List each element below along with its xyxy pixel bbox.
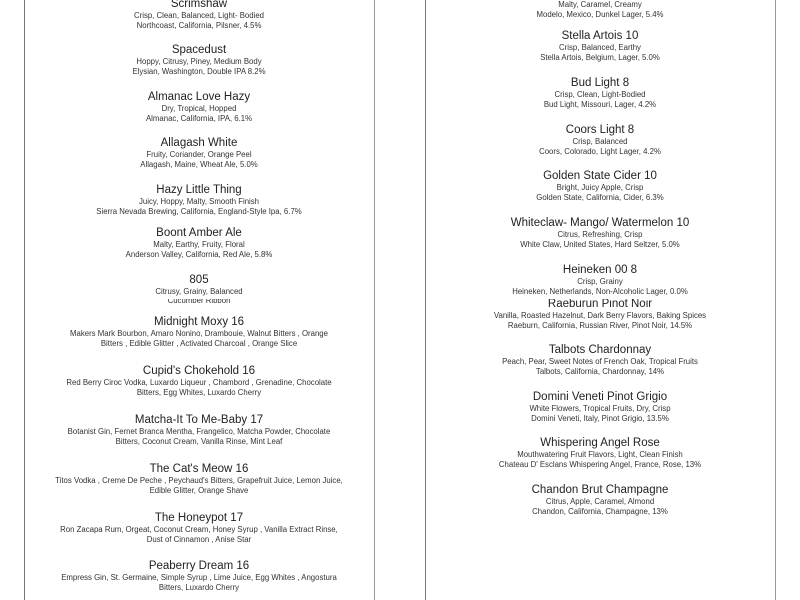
beer-item (425, 217, 775, 250)
item-name: Heineken 00 8 (562, 264, 638, 276)
item-details: Dust of Cinnamon , Anise Star (146, 535, 252, 544)
item-details: Heineken, Netherlands, Non-Alcoholic Lager, 0.0% (512, 287, 688, 296)
item-name: The Honeypot 17 (154, 512, 244, 524)
item-details: Stella Artois, Belgium, Lager, 5.0% (540, 53, 660, 62)
item-details: Anderson Valley, California, Red Ale, 5.8% (125, 250, 273, 259)
item-details: Golden State, California, Cider, 6.3% (536, 193, 664, 202)
item-details: Bud Light, Missouri, Lager, 4.2% (543, 100, 657, 109)
item-details: Domini Veneti, Italy, Pinot Grigio, 13.5% (531, 414, 669, 423)
item-name: Midnight Moxy 16 (153, 316, 245, 328)
item-description: Peach, Pear, Sweet Notes of French Oak, Tropical Fruits (502, 357, 698, 366)
item-name: Chandon Brut Champagne (531, 484, 669, 496)
beer-item (425, 170, 775, 203)
cocktail-item (24, 463, 374, 496)
top-half (0, 0, 800, 299)
item-description: Titos Vodka , Creme De Peche , Peychaud's Bitters, Grapefruit Juice, Lemon Juice, (55, 476, 343, 485)
cocktail-item (24, 560, 374, 593)
item-description: White Flowers, Tropical Fruits, Dry, Crisp (529, 404, 671, 413)
item-details: Bitters, Luxardo Cherry (158, 583, 240, 592)
item-description: Botanist Gin, Fernet Branca Mentha, Frangelico, Matcha Powder, Chocolate (67, 427, 331, 436)
beer-item (24, 44, 374, 77)
beer-item (425, 264, 775, 297)
item-name: Peaberry Dream 16 (148, 560, 250, 572)
beer-item (425, 0, 775, 20)
item-description: Makers Mark Bourbon, Amaro Nonino, Drambouie, Walnut Bitters , Orange (70, 329, 328, 338)
item-details: Modelo, Mexico, Dunkel Lager, 5.4% (536, 10, 664, 19)
item-description: Red Berry Ciroc Vodka, Luxardo Liqueur , Chambord , Grenadine, Chocolate (66, 378, 332, 387)
item-details: Edible Glitter, Orange Shave (149, 486, 249, 495)
beer-item (24, 91, 374, 124)
item-description: Juicy, Hoppy, Malty, Smooth Finish (138, 197, 260, 206)
item-description: Mouthwatering Fruit Flavors, Light, Clean Finish (517, 450, 683, 459)
item-name: Matcha-It To Me-Baby 17 (134, 414, 264, 426)
item-details: Allagash, Maine, Wheat Ale, 5.0% (140, 160, 258, 169)
wine-item (425, 437, 775, 470)
beer-item (24, 274, 374, 297)
bottom-half (0, 299, 800, 600)
item-description: Crisp, Clean, Balanced, Light- Bodied (133, 11, 265, 20)
item-name: Coors Light 8 (565, 124, 635, 136)
cocktail-item (24, 512, 374, 545)
item-name: The Cat's Meow 16 (149, 463, 249, 475)
item-description: Empress Gin, St. Germaine, Simple Syrup , Lime Juice, Egg Whites , Angostura (61, 573, 337, 582)
item-description: Bright, Juicy Apple, Crisp (556, 183, 644, 192)
item-name: Golden State Cider 10 (543, 170, 657, 182)
item-details: Bitters, Egg Whites, Luxardo Cherry (136, 388, 262, 397)
item-details: Elysian, Washington, Double IPA 8.2% (132, 67, 266, 76)
item-details: White Claw, United States, Hard Seltzer, 5.0% (520, 240, 680, 249)
wine-item (425, 391, 775, 424)
item-name: Talbots Chardonnay (548, 344, 652, 356)
item-description: Fruity, Coriander, Orange Peel (146, 150, 252, 159)
item-name: Allagash White (160, 137, 238, 149)
item-details: Raeburn, California, Russian River, Pinot Noir, 14.5% (507, 321, 693, 330)
item-description: Citrusy, Grainy, Balanced (155, 287, 243, 296)
beer-item (425, 77, 775, 110)
wine-item (425, 344, 775, 377)
item-description: Crisp, Grainy (577, 277, 623, 286)
cocktail-item (24, 316, 374, 349)
item-name: Domini Veneti Pinot Grigio (532, 391, 668, 403)
item-description: Crisp, Clean, Light-Bodied (554, 90, 646, 99)
item-name: Spacedust (171, 44, 227, 56)
item-description: Hoppy, Citrusy, Piney, Medium Body (136, 57, 262, 66)
item-details: Northcoast, California, Pilsner, 4.5% (136, 21, 262, 30)
beer-item (425, 124, 775, 157)
cocktail-item (24, 299, 374, 306)
wine-item (425, 299, 775, 331)
item-description: Citrus, Refreshing, Crisp (557, 230, 643, 239)
item-details: Bitters , Edible Glitter , Activated Charcoal , Orange Slice (100, 339, 298, 348)
item-description: Dry, Tropical, Hopped (161, 104, 237, 113)
item-details: Coors, Colorado, Light Lager, 4.2% (539, 147, 661, 156)
item-description: Cucumber Ribbon (167, 299, 231, 305)
item-details: Chateau D' Esclans Whispering Angel, France, Rose, 13% (498, 460, 702, 469)
item-name: Raeburun Pinot Noir (547, 299, 653, 310)
beer-item (24, 137, 374, 170)
item-description: Crisp, Balanced (572, 137, 628, 146)
item-details: Almanac, California, IPA, 6.1% (145, 114, 253, 123)
item-details: Chandon, California, Champagne, 13% (532, 507, 668, 516)
item-details: Bitters, Coconut Cream, Vanilla Rinse, Mint Leaf (115, 437, 283, 446)
item-name: Scrimshaw (170, 0, 228, 10)
item-details: Talbots, California, Chardonnay, 14% (535, 367, 665, 376)
item-description: Citrus, Apple, Caramel, Almond (545, 497, 655, 506)
beer-item (425, 30, 775, 63)
item-name: Almanac Love Hazy (147, 91, 251, 103)
item-name: Bud Light 8 (570, 77, 630, 89)
item-name: 805 (189, 274, 209, 286)
item-name: Whiteclaw- Mango/ Watermelon 10 (510, 217, 690, 229)
item-description: Ron Zacapa Rum, Orgeat, Coconut Cream, Honey Syrup , Vanilla Extract Rinse, (60, 525, 338, 534)
item-name: Whispering Angel Rose (540, 437, 660, 449)
wine-item (425, 484, 775, 517)
beer-item (24, 184, 374, 217)
item-description: Vanilla, Roasted Hazelnut, Dark Berry Flavors, Baking Spices (493, 311, 707, 320)
beer-item (24, 0, 374, 31)
item-details: Sierra Nevada Brewing, California, England-Style Ipa, 6.7% (96, 207, 302, 216)
item-name: Stella Artois 10 (561, 30, 639, 42)
cocktail-item (24, 365, 374, 398)
item-name: Boont Amber Ale (156, 227, 242, 239)
cocktail-item (24, 414, 374, 447)
item-description: Malty, Earthy, Fruity, Floral (153, 240, 245, 249)
item-name: Hazy Little Thing (156, 184, 242, 196)
item-description: Malty, Caramel, Creamy (558, 0, 642, 9)
item-name: Cupid's Chokehold 16 (142, 365, 256, 377)
item-description: Crisp, Balanced, Earthy (559, 43, 641, 52)
beer-item (24, 227, 374, 260)
